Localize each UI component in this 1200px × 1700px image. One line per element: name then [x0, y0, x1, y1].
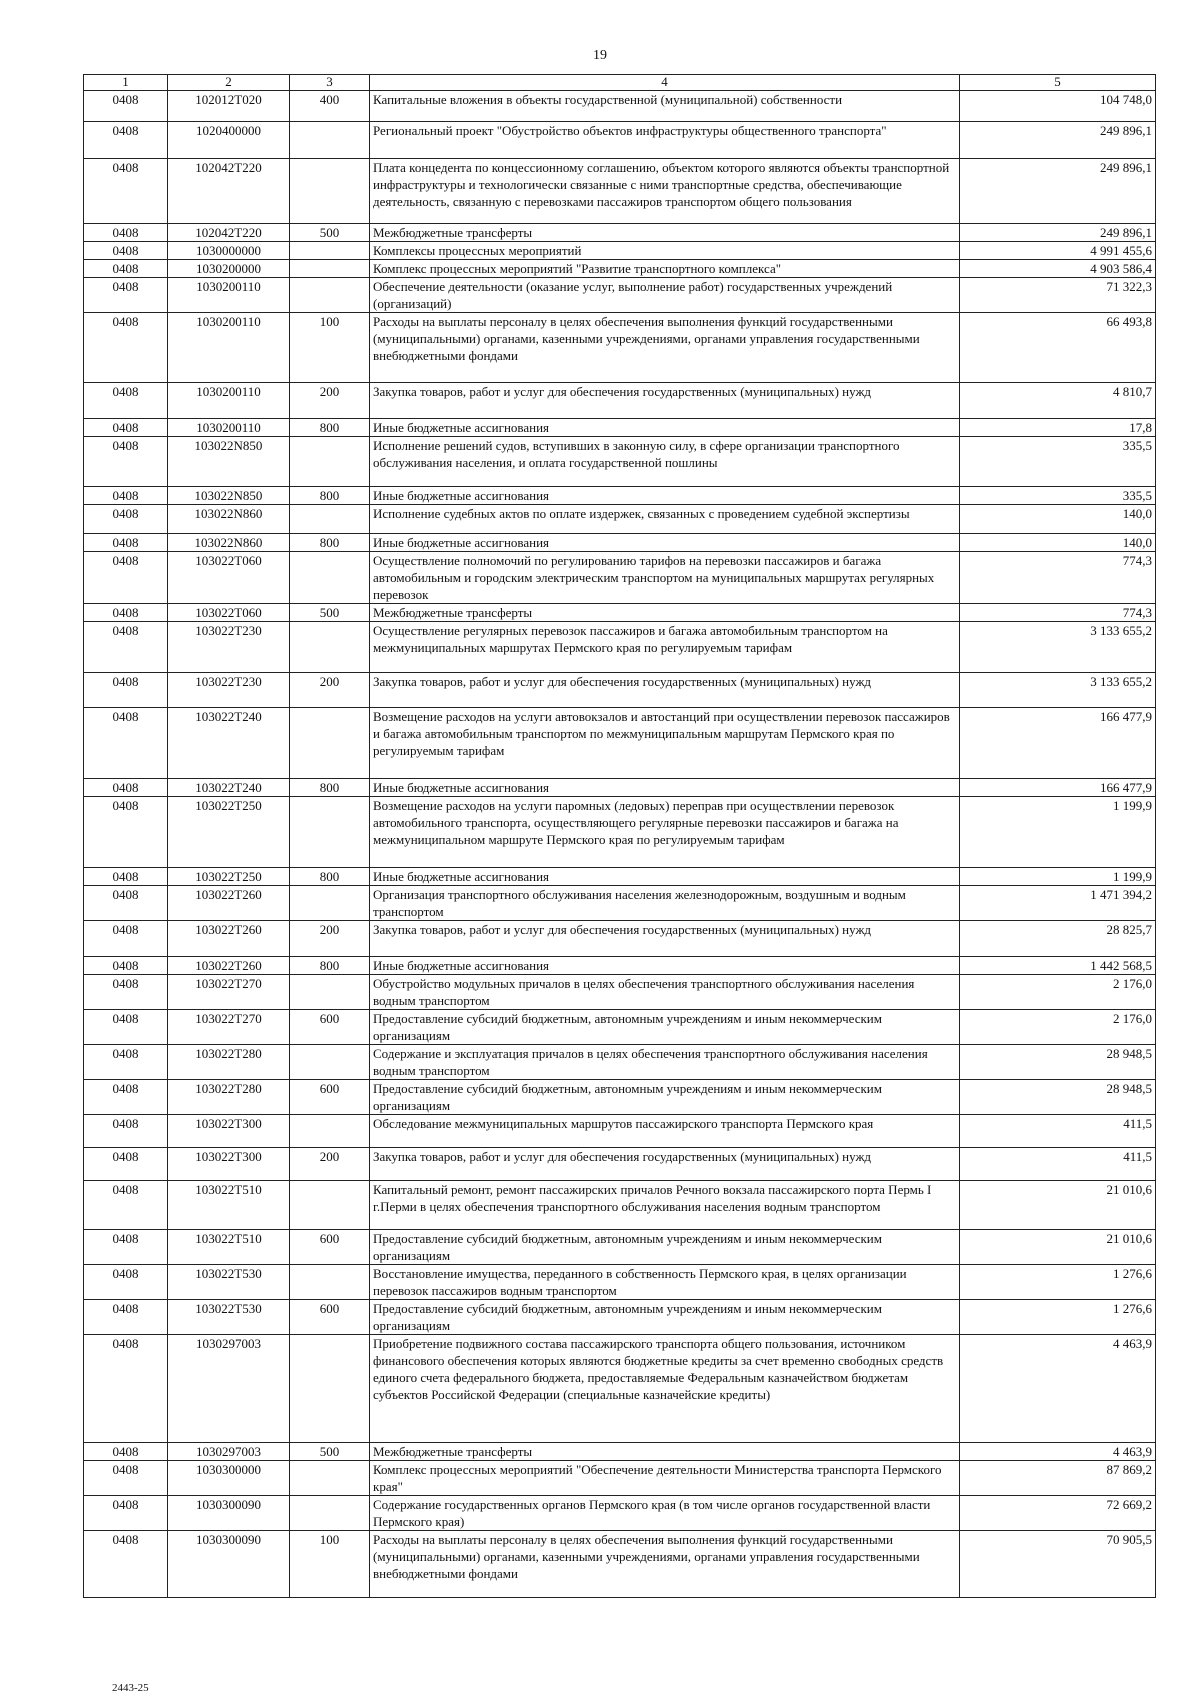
target-item-code-cell: 102042Т220 [168, 224, 290, 242]
section-code-cell: 0408 [84, 1300, 168, 1335]
column-header-4: 4 [370, 75, 960, 91]
table-header-row [84, 75, 1156, 91]
section-code-cell: 0408 [84, 1461, 168, 1496]
table-row [84, 224, 1156, 242]
amount-cell: 3 133 655,2 [960, 622, 1156, 673]
table-row [84, 505, 1156, 534]
item-name-cell: Обустройство модульных причалов в целях обеспечения транспортного обслуживания населения водным транспортом [370, 975, 960, 1010]
target-item-code-cell: 1030200110 [168, 313, 290, 383]
item-name-cell: Предоставление субсидий бюджетным, автономным учреждениям и иным некоммерческим организациям [370, 1010, 960, 1045]
target-item-code-cell: 102012Т020 [168, 91, 290, 122]
column-header-1: 1 [84, 75, 168, 91]
amount-cell: 104 748,0 [960, 91, 1156, 122]
item-name-cell: Приобретение подвижного состава пассажирского транспорта общего пользования, источником финансового обеспечения которых являются бюджетные кредиты за счет временно свободных средств единого счета федерального бюджета, предоставляемые Федеральным казначейством бюджетам субъектов Российской Федерации (специальные казначейские кредиты) [370, 1335, 960, 1443]
section-code-cell: 0408 [84, 1230, 168, 1265]
column-header-5: 5 [960, 75, 1156, 91]
table-row [84, 921, 1156, 957]
section-code-cell: 0408 [84, 91, 168, 122]
item-name-cell: Иные бюджетные ассигнования [370, 534, 960, 552]
table-row [84, 622, 1156, 673]
section-code-cell: 0408 [84, 1010, 168, 1045]
amount-cell: 71 322,3 [960, 278, 1156, 313]
expense-type-code-cell: 100 [290, 1531, 370, 1598]
section-code-cell: 0408 [84, 224, 168, 242]
amount-cell: 3 133 655,2 [960, 673, 1156, 708]
table-row [84, 159, 1156, 224]
section-code-cell: 0408 [84, 260, 168, 278]
section-code-cell: 0408 [84, 708, 168, 779]
amount-cell: 17,8 [960, 419, 1156, 437]
section-code-cell: 0408 [84, 886, 168, 921]
section-code-cell: 0408 [84, 437, 168, 487]
amount-cell: 28 948,5 [960, 1045, 1156, 1080]
target-item-code-cell: 1030297003 [168, 1335, 290, 1443]
item-name-cell: Региональный проект "Обустройство объектов инфраструктуры общественного транспорта" [370, 122, 960, 159]
amount-cell: 335,5 [960, 437, 1156, 487]
item-name-cell: Иные бюджетные ассигнования [370, 957, 960, 975]
table-row [84, 886, 1156, 921]
item-name-cell: Содержание государственных органов Пермского края (в том числе органов государственной власти Пермского края) [370, 1496, 960, 1531]
amount-cell: 4 903 586,4 [960, 260, 1156, 278]
item-name-cell: Закупка товаров, работ и услуг для обеспечения государственных (муниципальных) нужд [370, 383, 960, 419]
target-item-code-cell: 103022Т280 [168, 1045, 290, 1080]
section-code-cell: 0408 [84, 622, 168, 673]
item-name-cell: Комплексы процессных мероприятий [370, 242, 960, 260]
table-row [84, 242, 1156, 260]
expense-type-code-cell [290, 159, 370, 224]
item-name-cell: Капитальные вложения в объекты государственной (муниципальной) собственности [370, 91, 960, 122]
item-name-cell: Организация транспортного обслуживания населения железнодорожным, воздушным и водным транспортом [370, 886, 960, 921]
table-row [84, 1010, 1156, 1045]
target-item-code-cell: 103022Т260 [168, 921, 290, 957]
amount-cell: 21 010,6 [960, 1230, 1156, 1265]
expense-type-code-cell: 800 [290, 419, 370, 437]
table-row [84, 260, 1156, 278]
item-name-cell: Закупка товаров, работ и услуг для обеспечения государственных (муниципальных) нужд [370, 673, 960, 708]
table-row [84, 1443, 1156, 1461]
target-item-code-cell: 102042Т220 [168, 159, 290, 224]
target-item-code-cell: 103022Т270 [168, 1010, 290, 1045]
amount-cell: 1 199,9 [960, 868, 1156, 886]
table-row [84, 957, 1156, 975]
section-code-cell: 0408 [84, 779, 168, 797]
section-code-cell: 0408 [84, 419, 168, 437]
expense-type-code-cell: 400 [290, 91, 370, 122]
target-item-code-cell: 103022Т260 [168, 886, 290, 921]
expense-type-code-cell: 600 [290, 1230, 370, 1265]
expense-type-code-cell [290, 1461, 370, 1496]
item-name-cell: Иные бюджетные ассигнования [370, 487, 960, 505]
expense-type-code-cell: 100 [290, 313, 370, 383]
amount-cell: 72 669,2 [960, 1496, 1156, 1531]
table-row [84, 779, 1156, 797]
expense-type-code-cell [290, 886, 370, 921]
expense-type-code-cell [290, 505, 370, 534]
amount-cell: 4 810,7 [960, 383, 1156, 419]
amount-cell: 166 477,9 [960, 779, 1156, 797]
section-code-cell: 0408 [84, 534, 168, 552]
target-item-code-cell: 1030300090 [168, 1496, 290, 1531]
item-name-cell: Осуществление регулярных перевозок пассажиров и багажа автомобильным транспортом на межмуниципальных маршрутах Пермского края по регулируемым тарифам [370, 622, 960, 673]
expense-type-code-cell [290, 278, 370, 313]
amount-cell: 1 276,6 [960, 1300, 1156, 1335]
amount-cell: 70 905,5 [960, 1531, 1156, 1598]
item-name-cell: Комплекс процессных мероприятий "Обеспечение деятельности Министерства транспорта Пермского края" [370, 1461, 960, 1496]
section-code-cell: 0408 [84, 1531, 168, 1598]
expense-type-code-cell: 200 [290, 673, 370, 708]
target-item-code-cell: 103022Т510 [168, 1181, 290, 1230]
table-row [84, 1496, 1156, 1531]
target-item-code-cell: 103022Т280 [168, 1080, 290, 1115]
target-item-code-cell: 103022Т230 [168, 622, 290, 673]
item-name-cell: Межбюджетные трансферты [370, 604, 960, 622]
amount-cell: 4 463,9 [960, 1335, 1156, 1443]
section-code-cell: 0408 [84, 1443, 168, 1461]
amount-cell: 28 948,5 [960, 1080, 1156, 1115]
expense-type-code-cell [290, 1265, 370, 1300]
amount-cell: 1 276,6 [960, 1265, 1156, 1300]
expense-type-code-cell: 600 [290, 1300, 370, 1335]
section-code-cell: 0408 [84, 1265, 168, 1300]
amount-cell: 140,0 [960, 505, 1156, 534]
item-name-cell: Межбюджетные трансферты [370, 224, 960, 242]
expense-type-code-cell [290, 552, 370, 604]
document-code: 2443-25 [112, 1682, 149, 1694]
target-item-code-cell: 103022Т530 [168, 1300, 290, 1335]
table-row [84, 1335, 1156, 1443]
item-name-cell: Иные бюджетные ассигнования [370, 779, 960, 797]
item-name-cell: Возмещение расходов на услуги автовокзалов и автостанций при осуществлении перевозок пассажиров и багажа автомобильным транспортом по межмуниципальным маршрутам Пермского края по регулируемым тарифам [370, 708, 960, 779]
table-row [84, 1181, 1156, 1230]
table-row [84, 437, 1156, 487]
table-row [84, 552, 1156, 604]
expense-type-code-cell: 200 [290, 921, 370, 957]
section-code-cell: 0408 [84, 278, 168, 313]
table-row [84, 278, 1156, 313]
amount-cell: 1 442 568,5 [960, 957, 1156, 975]
section-code-cell: 0408 [84, 122, 168, 159]
section-code-cell: 0408 [84, 975, 168, 1010]
target-item-code-cell: 103022N860 [168, 534, 290, 552]
expense-type-code-cell [290, 260, 370, 278]
table-row [84, 534, 1156, 552]
section-code-cell: 0408 [84, 1496, 168, 1531]
section-code-cell: 0408 [84, 1335, 168, 1443]
target-item-code-cell: 103022Т260 [168, 957, 290, 975]
target-item-code-cell: 103022Т300 [168, 1115, 290, 1148]
target-item-code-cell: 1030200000 [168, 260, 290, 278]
amount-cell: 335,5 [960, 487, 1156, 505]
section-code-cell: 0408 [84, 604, 168, 622]
expense-type-code-cell [290, 1496, 370, 1531]
item-name-cell: Капитальный ремонт, ремонт пассажирских причалов Речного вокзала пассажирского порта Пермь I г.Перми в целях обеспечения транспортного обслуживания населения водным транспортом [370, 1181, 960, 1230]
amount-cell: 87 869,2 [960, 1461, 1156, 1496]
section-code-cell: 0408 [84, 921, 168, 957]
item-name-cell: Содержание и эксплуатация причалов в целях обеспечения транспортного обслуживания населения водным транспортом [370, 1045, 960, 1080]
expense-type-code-cell [290, 1115, 370, 1148]
amount-cell: 4 463,9 [960, 1443, 1156, 1461]
item-name-cell: Исполнение решений судов, вступивших в законную силу, в сфере организации транспортного обслуживания населения, и оплата государственной пошлины [370, 437, 960, 487]
target-item-code-cell: 103022Т510 [168, 1230, 290, 1265]
table-row [84, 975, 1156, 1010]
target-item-code-cell: 103022N850 [168, 437, 290, 487]
item-name-cell: Расходы на выплаты персоналу в целях обеспечения выполнения функций государственными (муниципальными) органами, казенными учреждениями, органами управления государственными внебюджетными фондами [370, 313, 960, 383]
column-header-3: 3 [290, 75, 370, 91]
table-row [84, 1300, 1156, 1335]
expense-type-code-cell [290, 622, 370, 673]
expense-type-code-cell: 500 [290, 604, 370, 622]
expense-type-code-cell [290, 1045, 370, 1080]
target-item-code-cell: 103022Т300 [168, 1148, 290, 1181]
target-item-code-cell: 103022Т230 [168, 673, 290, 708]
item-name-cell: Предоставление субсидий бюджетным, автономным учреждениям и иным некоммерческим организациям [370, 1080, 960, 1115]
target-item-code-cell: 1030300000 [168, 1461, 290, 1496]
expense-type-code-cell: 200 [290, 383, 370, 419]
section-code-cell: 0408 [84, 673, 168, 708]
page-number: 19 [593, 48, 607, 63]
target-item-code-cell: 103022Т060 [168, 604, 290, 622]
table-body [84, 91, 1156, 1598]
target-item-code-cell: 103022Т250 [168, 868, 290, 886]
table-row [84, 1115, 1156, 1148]
section-code-cell: 0408 [84, 242, 168, 260]
amount-cell: 2 176,0 [960, 975, 1156, 1010]
target-item-code-cell: 1030300090 [168, 1531, 290, 1598]
section-code-cell: 0408 [84, 1115, 168, 1148]
expense-type-code-cell: 800 [290, 487, 370, 505]
expense-type-code-cell: 500 [290, 224, 370, 242]
table-row [84, 91, 1156, 122]
target-item-code-cell: 1030200110 [168, 383, 290, 419]
item-name-cell: Восстановление имущества, переданного в собственность Пермского края, в целях организации перевозок пассажиров водным транспортом [370, 1265, 960, 1300]
expense-type-code-cell: 600 [290, 1010, 370, 1045]
expense-type-code-cell [290, 122, 370, 159]
target-item-code-cell: 103022Т530 [168, 1265, 290, 1300]
amount-cell: 1 471 394,2 [960, 886, 1156, 921]
table-row [84, 1148, 1156, 1181]
item-name-cell: Межбюджетные трансферты [370, 1443, 960, 1461]
section-code-cell: 0408 [84, 313, 168, 383]
target-item-code-cell: 1030000000 [168, 242, 290, 260]
section-code-cell: 0408 [84, 552, 168, 604]
section-code-cell: 0408 [84, 1045, 168, 1080]
amount-cell: 2 176,0 [960, 1010, 1156, 1045]
expense-type-code-cell: 800 [290, 868, 370, 886]
amount-cell: 28 825,7 [960, 921, 1156, 957]
expense-type-code-cell [290, 975, 370, 1010]
item-name-cell: Обследование межмуниципальных маршрутов пассажирского транспорта Пермского края [370, 1115, 960, 1148]
section-code-cell: 0408 [84, 797, 168, 868]
expense-type-code-cell: 600 [290, 1080, 370, 1115]
table-row [84, 1265, 1156, 1300]
table-row [84, 419, 1156, 437]
table-row [84, 1230, 1156, 1265]
table-row [84, 1531, 1156, 1598]
amount-cell: 249 896,1 [960, 159, 1156, 224]
target-item-code-cell: 103022Т240 [168, 779, 290, 797]
table-row [84, 383, 1156, 419]
section-code-cell: 0408 [84, 868, 168, 886]
amount-cell: 249 896,1 [960, 224, 1156, 242]
target-item-code-cell: 1030200110 [168, 419, 290, 437]
item-name-cell: Исполнение судебных актов по оплате издержек, связанных с проведением судебной экспертизы [370, 505, 960, 534]
target-item-code-cell: 103022Т270 [168, 975, 290, 1010]
amount-cell: 140,0 [960, 534, 1156, 552]
amount-cell: 166 477,9 [960, 708, 1156, 779]
target-item-code-cell: 103022Т240 [168, 708, 290, 779]
table-row [84, 604, 1156, 622]
amount-cell: 774,3 [960, 604, 1156, 622]
item-name-cell: Расходы на выплаты персоналу в целях обеспечения выполнения функций государственными (муниципальными) органами, казенными учреждениями, органами управления государственными внебюджетными фондами [370, 1531, 960, 1598]
section-code-cell: 0408 [84, 1181, 168, 1230]
expense-type-code-cell [290, 797, 370, 868]
table-row [84, 1080, 1156, 1115]
table-row [84, 708, 1156, 779]
item-name-cell: Комплекс процессных мероприятий "Развитие транспортного комплекса" [370, 260, 960, 278]
table-row [84, 673, 1156, 708]
item-name-cell: Закупка товаров, работ и услуг для обеспечения государственных (муниципальных) нужд [370, 1148, 960, 1181]
expense-type-code-cell [290, 242, 370, 260]
target-item-code-cell: 103022N850 [168, 487, 290, 505]
section-code-cell: 0408 [84, 1080, 168, 1115]
amount-cell: 774,3 [960, 552, 1156, 604]
section-code-cell: 0408 [84, 383, 168, 419]
item-name-cell: Предоставление субсидий бюджетным, автономным учреждениям и иным некоммерческим организациям [370, 1300, 960, 1335]
item-name-cell: Возмещение расходов на услуги паромных (ледовых) переправ при осуществлении перевозок автомобильного транспорта, осуществляющего регулярные перевозки пассажиров и багажа на межмуниципальном маршруте Пермского края по регулируемым тарифам [370, 797, 960, 868]
item-name-cell: Закупка товаров, работ и услуг для обеспечения государственных (муниципальных) нужд [370, 921, 960, 957]
target-item-code-cell: 103022Т250 [168, 797, 290, 868]
item-name-cell: Плата концедента по концессионному соглашению, объектом которого являются объекты транспортной инфраструктуры и технологически связанные с ними транспортные средства, обеспечивающие деятельность, связанную с перевозками пассажиров транспортом общего пользования [370, 159, 960, 224]
table-row [84, 868, 1156, 886]
expense-type-code-cell: 800 [290, 957, 370, 975]
target-item-code-cell: 1030200110 [168, 278, 290, 313]
item-name-cell: Иные бюджетные ассигнования [370, 419, 960, 437]
item-name-cell: Предоставление субсидий бюджетным, автономным учреждениям и иным некоммерческим организациям [370, 1230, 960, 1265]
amount-cell: 411,5 [960, 1115, 1156, 1148]
target-item-code-cell: 1020400000 [168, 122, 290, 159]
expense-type-code-cell: 800 [290, 534, 370, 552]
expense-type-code-cell: 200 [290, 1148, 370, 1181]
section-code-cell: 0408 [84, 487, 168, 505]
budget-table [83, 74, 1156, 1598]
expense-type-code-cell [290, 708, 370, 779]
table-row [84, 797, 1156, 868]
item-name-cell: Обеспечение деятельности (оказание услуг, выполнение работ) государственных учреждений (организаций) [370, 278, 960, 313]
expense-type-code-cell: 500 [290, 1443, 370, 1461]
section-code-cell: 0408 [84, 505, 168, 534]
column-header-2: 2 [168, 75, 290, 91]
amount-cell: 1 199,9 [960, 797, 1156, 868]
expense-type-code-cell [290, 1335, 370, 1443]
amount-cell: 4 991 455,6 [960, 242, 1156, 260]
table-row [84, 122, 1156, 159]
expense-type-code-cell: 800 [290, 779, 370, 797]
expense-type-code-cell [290, 1181, 370, 1230]
expense-type-code-cell [290, 437, 370, 487]
amount-cell: 249 896,1 [960, 122, 1156, 159]
amount-cell: 21 010,6 [960, 1181, 1156, 1230]
table-row [84, 313, 1156, 383]
section-code-cell: 0408 [84, 957, 168, 975]
item-name-cell: Иные бюджетные ассигнования [370, 868, 960, 886]
table-row [84, 1045, 1156, 1080]
target-item-code-cell: 103022N860 [168, 505, 290, 534]
item-name-cell: Осуществление полномочий по регулированию тарифов на перевозки пассажиров и багажа автомобильным и городским электрическим транспортом на муниципальных маршрутах регулярных перевозок [370, 552, 960, 604]
target-item-code-cell: 103022Т060 [168, 552, 290, 604]
table-row [84, 1461, 1156, 1496]
table-row [84, 487, 1156, 505]
section-code-cell: 0408 [84, 1148, 168, 1181]
target-item-code-cell: 1030297003 [168, 1443, 290, 1461]
amount-cell: 66 493,8 [960, 313, 1156, 383]
amount-cell: 411,5 [960, 1148, 1156, 1181]
section-code-cell: 0408 [84, 159, 168, 224]
